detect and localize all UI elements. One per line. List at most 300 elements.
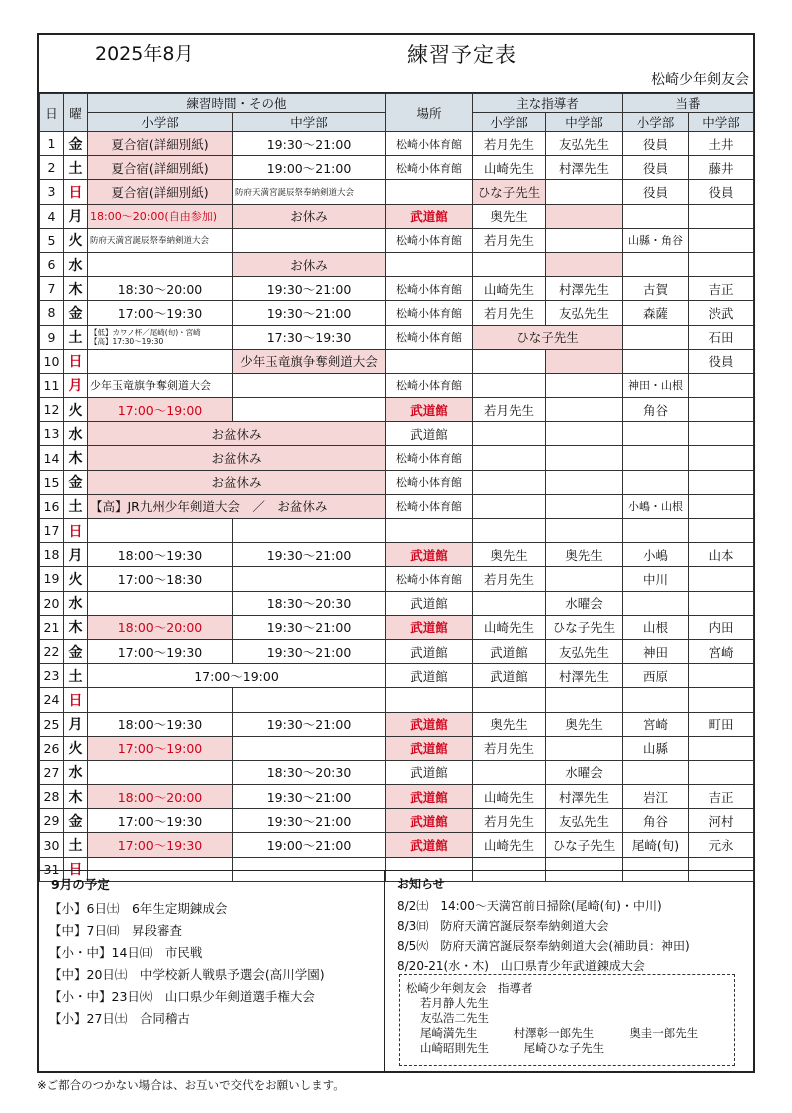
duty-middle bbox=[689, 252, 754, 276]
place: 松崎小体育館 bbox=[386, 277, 473, 301]
day-number: 12 bbox=[40, 398, 64, 422]
place: 武道館 bbox=[386, 422, 473, 446]
elem-practice: 17:00～19:30 bbox=[88, 639, 233, 663]
day-number: 24 bbox=[40, 688, 64, 712]
duty-elem bbox=[623, 688, 689, 712]
elem-practice: 18:00～19:30 bbox=[88, 712, 233, 736]
day-number: 10 bbox=[40, 349, 64, 373]
middle-practice bbox=[233, 398, 386, 422]
september-item: 【中】7日㈰ 昇段審査 bbox=[49, 923, 182, 938]
duty-middle: 土井 bbox=[689, 132, 754, 156]
practice-merged: 【高】JR九州少年剣道大会 ／ お盆休み bbox=[88, 494, 386, 518]
weekday: 土 bbox=[64, 833, 88, 857]
instructor-middle bbox=[546, 567, 623, 591]
weekday: 火 bbox=[64, 398, 88, 422]
elem-practice-line: 【高】17:30～19:30 bbox=[90, 337, 164, 347]
instructor-middle: 友弘先生 bbox=[546, 639, 623, 663]
september-item: 【小】6日㈯ 6年生定期錬成会 bbox=[49, 901, 228, 916]
day-number: 26 bbox=[40, 736, 64, 760]
weekday: 日 bbox=[64, 688, 88, 712]
day-number: 3 bbox=[40, 180, 64, 204]
day-number: 4 bbox=[40, 204, 64, 228]
elem-practice: 18:00～19:30 bbox=[88, 543, 233, 567]
duty-elem: 中川 bbox=[623, 567, 689, 591]
table-row bbox=[40, 180, 754, 204]
weekday: 土 bbox=[64, 664, 88, 688]
weekday: 金 bbox=[64, 639, 88, 663]
instructor-middle: 友弘先生 bbox=[546, 809, 623, 833]
september-schedule bbox=[39, 871, 385, 1072]
weekday: 土 bbox=[64, 325, 88, 349]
duty-elem bbox=[623, 204, 689, 228]
place: 武道館 bbox=[386, 712, 473, 736]
middle-practice: 19:30～21:00 bbox=[233, 639, 386, 663]
day-number: 23 bbox=[40, 664, 64, 688]
footnote: ※ご都合のつかない場合は、お互いで交代をお願いします。 bbox=[37, 1078, 345, 1092]
elem-practice: 18:00～20:00 bbox=[88, 785, 233, 809]
middle-practice bbox=[233, 373, 386, 397]
weekday: 金 bbox=[64, 809, 88, 833]
place bbox=[386, 252, 473, 276]
weekday: 金 bbox=[64, 132, 88, 156]
day-number: 31 bbox=[40, 857, 64, 881]
table-row bbox=[40, 252, 754, 276]
place: 松崎小体育館 bbox=[386, 228, 473, 252]
instructor-elem bbox=[473, 760, 546, 784]
col-dow: 曜 bbox=[64, 94, 88, 132]
duty-elem: 小嶋・山根 bbox=[623, 494, 689, 518]
middle-practice: 19:30～21:00 bbox=[233, 712, 386, 736]
table-row bbox=[40, 736, 754, 760]
page-title: 練習予定表 bbox=[407, 43, 517, 67]
day-number: 21 bbox=[40, 615, 64, 639]
instructor-elem: 奥先生 bbox=[473, 712, 546, 736]
duty-elem: 角谷 bbox=[623, 809, 689, 833]
practice-merged: お盆休み bbox=[88, 446, 386, 470]
elem-practice bbox=[88, 591, 233, 615]
duty-elem: 役員 bbox=[623, 132, 689, 156]
duty-middle: 藤井 bbox=[689, 156, 754, 180]
duty-middle bbox=[689, 470, 754, 494]
duty-middle bbox=[689, 446, 754, 470]
place: 武道館 bbox=[386, 639, 473, 663]
duty-elem bbox=[623, 252, 689, 276]
middle-practice: お休み bbox=[233, 252, 386, 276]
place bbox=[386, 519, 473, 543]
day-number: 17 bbox=[40, 519, 64, 543]
table-row bbox=[40, 470, 754, 494]
place: 武道館 bbox=[386, 543, 473, 567]
day-number: 27 bbox=[40, 760, 64, 784]
instructor-elem: 奥先生 bbox=[473, 204, 546, 228]
day-number: 28 bbox=[40, 785, 64, 809]
table-row bbox=[40, 639, 754, 663]
weekday: 日 bbox=[64, 519, 88, 543]
duty-middle bbox=[689, 688, 754, 712]
col-instructors: 主な指導者 bbox=[473, 94, 623, 113]
duty-elem: 役員 bbox=[623, 180, 689, 204]
middle-practice: 防府天満宮誕辰祭奉納剣道大会 bbox=[233, 180, 386, 204]
instructor-elem bbox=[473, 688, 546, 712]
weekday: 水 bbox=[64, 422, 88, 446]
weekday: 火 bbox=[64, 567, 88, 591]
middle-practice bbox=[233, 736, 386, 760]
instructor-elem: 山崎先生 bbox=[473, 615, 546, 639]
duty-elem: 山縣 bbox=[623, 736, 689, 760]
place: 武道館 bbox=[386, 398, 473, 422]
duty-middle: 吉正 bbox=[689, 277, 754, 301]
middle-practice: 17:30～19:30 bbox=[233, 325, 386, 349]
weekday: 日 bbox=[64, 857, 88, 881]
table-row bbox=[40, 809, 754, 833]
duty-elem bbox=[623, 446, 689, 470]
middle-practice bbox=[233, 567, 386, 591]
table-row bbox=[40, 349, 754, 373]
middle-practice: 19:30～21:00 bbox=[233, 301, 386, 325]
middle-practice: 18:30～20:30 bbox=[233, 760, 386, 784]
weekday: 木 bbox=[64, 615, 88, 639]
elem-practice: 夏合宿(詳細別紙) bbox=[88, 156, 233, 180]
duty-middle: 吉正 bbox=[689, 785, 754, 809]
weekday: 木 bbox=[64, 277, 88, 301]
instructor-name: 尾崎ひな子先生 bbox=[523, 1041, 605, 1055]
middle-practice bbox=[233, 688, 386, 712]
weekday: 日 bbox=[64, 349, 88, 373]
place: 武道館 bbox=[386, 204, 473, 228]
duty-middle: 内田 bbox=[689, 615, 754, 639]
duty-middle bbox=[689, 567, 754, 591]
instructor-elem bbox=[473, 422, 546, 446]
col-middle: 中学部 bbox=[233, 113, 386, 132]
duty-elem: 神田 bbox=[623, 639, 689, 663]
duty-elem: 尾崎(旬) bbox=[623, 833, 689, 857]
duty-middle bbox=[689, 494, 754, 518]
duty-elem: 角谷 bbox=[623, 398, 689, 422]
instructor-elem: 山崎先生 bbox=[473, 833, 546, 857]
instructor-middle bbox=[546, 494, 623, 518]
notice-item: 8/2㈯ 14:00～天満宮前日掃除(尾崎(旬)・中川) bbox=[397, 899, 662, 913]
duty-middle: 山本 bbox=[689, 543, 754, 567]
duty-elem: 西原 bbox=[623, 664, 689, 688]
duty-elem bbox=[623, 591, 689, 615]
duty-elem: 宮崎 bbox=[623, 712, 689, 736]
duty-middle: 町田 bbox=[689, 712, 754, 736]
col-duty: 当番 bbox=[623, 94, 754, 113]
place: 武道館 bbox=[386, 664, 473, 688]
table-row bbox=[40, 446, 754, 470]
day-number: 2 bbox=[40, 156, 64, 180]
instructor-row bbox=[406, 1026, 728, 1041]
instructor-middle bbox=[546, 349, 623, 373]
elem-practice: 夏合宿(詳細別紙) bbox=[88, 132, 233, 156]
col-day: 日 bbox=[40, 94, 64, 132]
notices-title: お知らせ bbox=[397, 877, 445, 891]
weekday: 月 bbox=[64, 712, 88, 736]
table-row bbox=[40, 615, 754, 639]
day-number: 1 bbox=[40, 132, 64, 156]
instructor-elem: 若月先生 bbox=[473, 228, 546, 252]
place: 武道館 bbox=[386, 785, 473, 809]
weekday: 金 bbox=[64, 470, 88, 494]
instructor-elem: ひな子先生 bbox=[473, 180, 546, 204]
elem-practice: 17:00～19:00 bbox=[88, 398, 233, 422]
elem-practice bbox=[88, 325, 233, 349]
instructor-elem: 若月先生 bbox=[473, 567, 546, 591]
col-practice: 練習時間・その他 bbox=[88, 94, 386, 113]
place: 松崎小体育館 bbox=[386, 132, 473, 156]
duty-elem bbox=[623, 519, 689, 543]
instructor-middle bbox=[546, 470, 623, 494]
table-row bbox=[40, 325, 754, 349]
duty-elem: 山根 bbox=[623, 615, 689, 639]
table-row bbox=[40, 156, 754, 180]
sheet-header bbox=[39, 35, 753, 93]
table-row bbox=[40, 785, 754, 809]
duty-elem: 神田・山根 bbox=[623, 373, 689, 397]
instructor-middle: ひな子先生 bbox=[546, 833, 623, 857]
table-row bbox=[40, 398, 754, 422]
day-number: 30 bbox=[40, 833, 64, 857]
duty-middle bbox=[689, 664, 754, 688]
practice-merged: 17:00～19:00 bbox=[88, 664, 386, 688]
month-label: 2025年8月 bbox=[95, 43, 194, 65]
table-row bbox=[40, 591, 754, 615]
instructor-list bbox=[399, 974, 735, 1066]
duty-elem: 小嶋 bbox=[623, 543, 689, 567]
duty-middle bbox=[689, 398, 754, 422]
weekday: 水 bbox=[64, 760, 88, 784]
middle-practice: お休み bbox=[233, 204, 386, 228]
instructor-middle: 村澤先生 bbox=[546, 664, 623, 688]
instructor-elem: 山崎先生 bbox=[473, 785, 546, 809]
instructor-elem bbox=[473, 494, 546, 518]
place: 松崎小体育館 bbox=[386, 301, 473, 325]
weekday: 土 bbox=[64, 494, 88, 518]
instructor-name: 村澤彰一郎先生 bbox=[513, 1026, 595, 1040]
place bbox=[386, 180, 473, 204]
duty-elem: 役員 bbox=[623, 156, 689, 180]
duty-middle bbox=[689, 228, 754, 252]
elem-practice bbox=[88, 760, 233, 784]
table-row bbox=[40, 132, 754, 156]
weekday: 月 bbox=[64, 373, 88, 397]
weekday: 木 bbox=[64, 446, 88, 470]
col-inst-middle: 中学部 bbox=[546, 113, 623, 132]
day-number: 22 bbox=[40, 639, 64, 663]
schedule-table bbox=[39, 93, 754, 882]
middle-practice bbox=[233, 228, 386, 252]
place: 松崎小体育館 bbox=[386, 446, 473, 470]
bottom-section bbox=[39, 870, 753, 1071]
day-number: 11 bbox=[40, 373, 64, 397]
instructor-name: 尾崎満先生 bbox=[420, 1026, 478, 1040]
col-place: 場所 bbox=[386, 94, 473, 132]
place bbox=[386, 688, 473, 712]
table-row bbox=[40, 833, 754, 857]
practice-merged: お盆休み bbox=[88, 422, 386, 446]
duty-elem: 森薩 bbox=[623, 301, 689, 325]
elem-practice bbox=[88, 519, 233, 543]
weekday: 日 bbox=[64, 180, 88, 204]
elem-practice: 18:00～20:00(自由参加) bbox=[88, 204, 233, 228]
instructor-elem: 若月先生 bbox=[473, 736, 546, 760]
duty-elem bbox=[623, 760, 689, 784]
table-row bbox=[40, 228, 754, 252]
elem-practice bbox=[88, 688, 233, 712]
weekday: 金 bbox=[64, 301, 88, 325]
place: 松崎小体育館 bbox=[386, 156, 473, 180]
place: 武道館 bbox=[386, 809, 473, 833]
table-row bbox=[40, 760, 754, 784]
weekday: 土 bbox=[64, 156, 88, 180]
instructor-middle: 村澤先生 bbox=[546, 785, 623, 809]
org-name: 松崎少年剣友会 bbox=[651, 72, 749, 88]
duty-elem: 岩江 bbox=[623, 785, 689, 809]
middle-practice: 19:30～21:00 bbox=[233, 809, 386, 833]
instructor-elem: 若月先生 bbox=[473, 301, 546, 325]
instructor-name: 山崎昭則先生 bbox=[420, 1041, 489, 1055]
place: 武道館 bbox=[386, 736, 473, 760]
instructor: ひな子先生 bbox=[473, 325, 623, 349]
col-elem: 小学部 bbox=[88, 113, 233, 132]
duty-elem: 山縣・角谷 bbox=[623, 228, 689, 252]
instructor-middle: ひな子先生 bbox=[546, 615, 623, 639]
elem-practice: 18:30～20:00 bbox=[88, 277, 233, 301]
instructor-elem: 武道館 bbox=[473, 664, 546, 688]
elem-practice: 防府天満宮誕辰祭奉納剣道大会 bbox=[88, 228, 233, 252]
instructor-middle bbox=[546, 228, 623, 252]
day-number: 25 bbox=[40, 712, 64, 736]
duty-middle bbox=[689, 204, 754, 228]
weekday: 月 bbox=[64, 204, 88, 228]
middle-practice: 19:30～21:00 bbox=[233, 132, 386, 156]
september-title: 9月の予定 bbox=[51, 877, 110, 892]
place: 武道館 bbox=[386, 591, 473, 615]
middle-practice: 19:00～21:00 bbox=[233, 156, 386, 180]
instructor-middle bbox=[546, 373, 623, 397]
elem-practice: 18:00～20:00 bbox=[88, 615, 233, 639]
duty-middle: 石田 bbox=[689, 325, 754, 349]
instructor-middle: 奥先生 bbox=[546, 543, 623, 567]
day-number: 18 bbox=[40, 543, 64, 567]
instructor-elem bbox=[473, 373, 546, 397]
instructor-middle: 水曜会 bbox=[546, 591, 623, 615]
place: 武道館 bbox=[386, 833, 473, 857]
instructor-elem bbox=[473, 446, 546, 470]
duty-middle bbox=[689, 422, 754, 446]
instructor-middle bbox=[546, 252, 623, 276]
duty-middle bbox=[689, 591, 754, 615]
day-number: 8 bbox=[40, 301, 64, 325]
middle-practice: 19:30～21:00 bbox=[233, 785, 386, 809]
practice-merged: お盆休み bbox=[88, 470, 386, 494]
place: 武道館 bbox=[386, 615, 473, 639]
day-number: 15 bbox=[40, 470, 64, 494]
elem-practice: 17:00～19:30 bbox=[88, 809, 233, 833]
elem-practice bbox=[88, 252, 233, 276]
duty-middle bbox=[689, 736, 754, 760]
instructor-elem: 若月先生 bbox=[473, 132, 546, 156]
day-number: 20 bbox=[40, 591, 64, 615]
weekday: 火 bbox=[64, 228, 88, 252]
instructor-elem bbox=[473, 519, 546, 543]
place: 松崎小体育館 bbox=[386, 470, 473, 494]
table-row bbox=[40, 422, 754, 446]
instructor-elem bbox=[473, 591, 546, 615]
duty-middle: 宮崎 bbox=[689, 639, 754, 663]
table-row bbox=[40, 664, 754, 688]
instructor-middle bbox=[546, 446, 623, 470]
weekday: 火 bbox=[64, 736, 88, 760]
duty-elem bbox=[623, 325, 689, 349]
instructor-elem: 武道館 bbox=[473, 639, 546, 663]
instructor-middle: 村澤先生 bbox=[546, 156, 623, 180]
place: 松崎小体育館 bbox=[386, 373, 473, 397]
duty-middle bbox=[689, 760, 754, 784]
duty-middle: 河村 bbox=[689, 809, 754, 833]
elem-practice: 17:00～19:00 bbox=[88, 736, 233, 760]
elem-practice: 17:00～19:30 bbox=[88, 301, 233, 325]
instructor-middle bbox=[546, 204, 623, 228]
table-row bbox=[40, 543, 754, 567]
middle-practice: 18:30～20:30 bbox=[233, 591, 386, 615]
instructor-heading: 松崎少年剣友会 指導者 bbox=[406, 981, 533, 995]
instructor-elem: 奥先生 bbox=[473, 543, 546, 567]
day-number: 19 bbox=[40, 567, 64, 591]
day-number: 14 bbox=[40, 446, 64, 470]
col-duty-middle: 中学部 bbox=[689, 113, 754, 132]
instructor-elem: 山崎先生 bbox=[473, 277, 546, 301]
table-row bbox=[40, 519, 754, 543]
notices bbox=[385, 871, 753, 1072]
schedule-sheet bbox=[37, 33, 755, 1073]
table-row bbox=[40, 301, 754, 325]
middle-practice: 19:00～21:00 bbox=[233, 833, 386, 857]
instructor-middle bbox=[546, 398, 623, 422]
col-inst-elem: 小学部 bbox=[473, 113, 546, 132]
september-item: 【小・中】23日㈫ 山口県少年剣道選手権大会 bbox=[49, 989, 315, 1004]
duty-middle bbox=[689, 373, 754, 397]
duty-elem bbox=[623, 470, 689, 494]
notice-item: 8/20-21(水・木) 山口県青少年武道錬成大会 bbox=[397, 959, 645, 973]
instructor-elem: 若月先生 bbox=[473, 398, 546, 422]
duty-elem bbox=[623, 422, 689, 446]
middle-practice: 少年玉竜旗争奪剣道大会 bbox=[233, 349, 386, 373]
day-number: 16 bbox=[40, 494, 64, 518]
duty-elem: 古賀 bbox=[623, 277, 689, 301]
duty-middle: 渋武 bbox=[689, 301, 754, 325]
instructor-middle: 友弘先生 bbox=[546, 132, 623, 156]
middle-practice: 19:30～21:00 bbox=[233, 615, 386, 639]
day-number: 7 bbox=[40, 277, 64, 301]
day-number: 9 bbox=[40, 325, 64, 349]
day-number: 29 bbox=[40, 809, 64, 833]
weekday: 水 bbox=[64, 252, 88, 276]
weekday: 月 bbox=[64, 543, 88, 567]
elem-practice-line: 【低】カワノ杯／尾崎(旬)・宮崎 bbox=[90, 328, 201, 338]
september-item: 【小】27日㈯ 合同稽古 bbox=[49, 1011, 190, 1026]
instructor-middle bbox=[546, 736, 623, 760]
elem-practice: 少年玉竜旗争奪剣道大会 bbox=[88, 373, 233, 397]
instructor-name: 奥圭一郎先生 bbox=[629, 1026, 699, 1040]
instructor-middle: 友弘先生 bbox=[546, 301, 623, 325]
middle-practice bbox=[233, 519, 386, 543]
september-item: 【中】20日㈯ 中学校新人戦県予選会(高川学園) bbox=[49, 967, 325, 982]
table-row bbox=[40, 567, 754, 591]
day-number: 13 bbox=[40, 422, 64, 446]
instructor-middle: 水曜会 bbox=[546, 760, 623, 784]
instructor-elem bbox=[473, 470, 546, 494]
